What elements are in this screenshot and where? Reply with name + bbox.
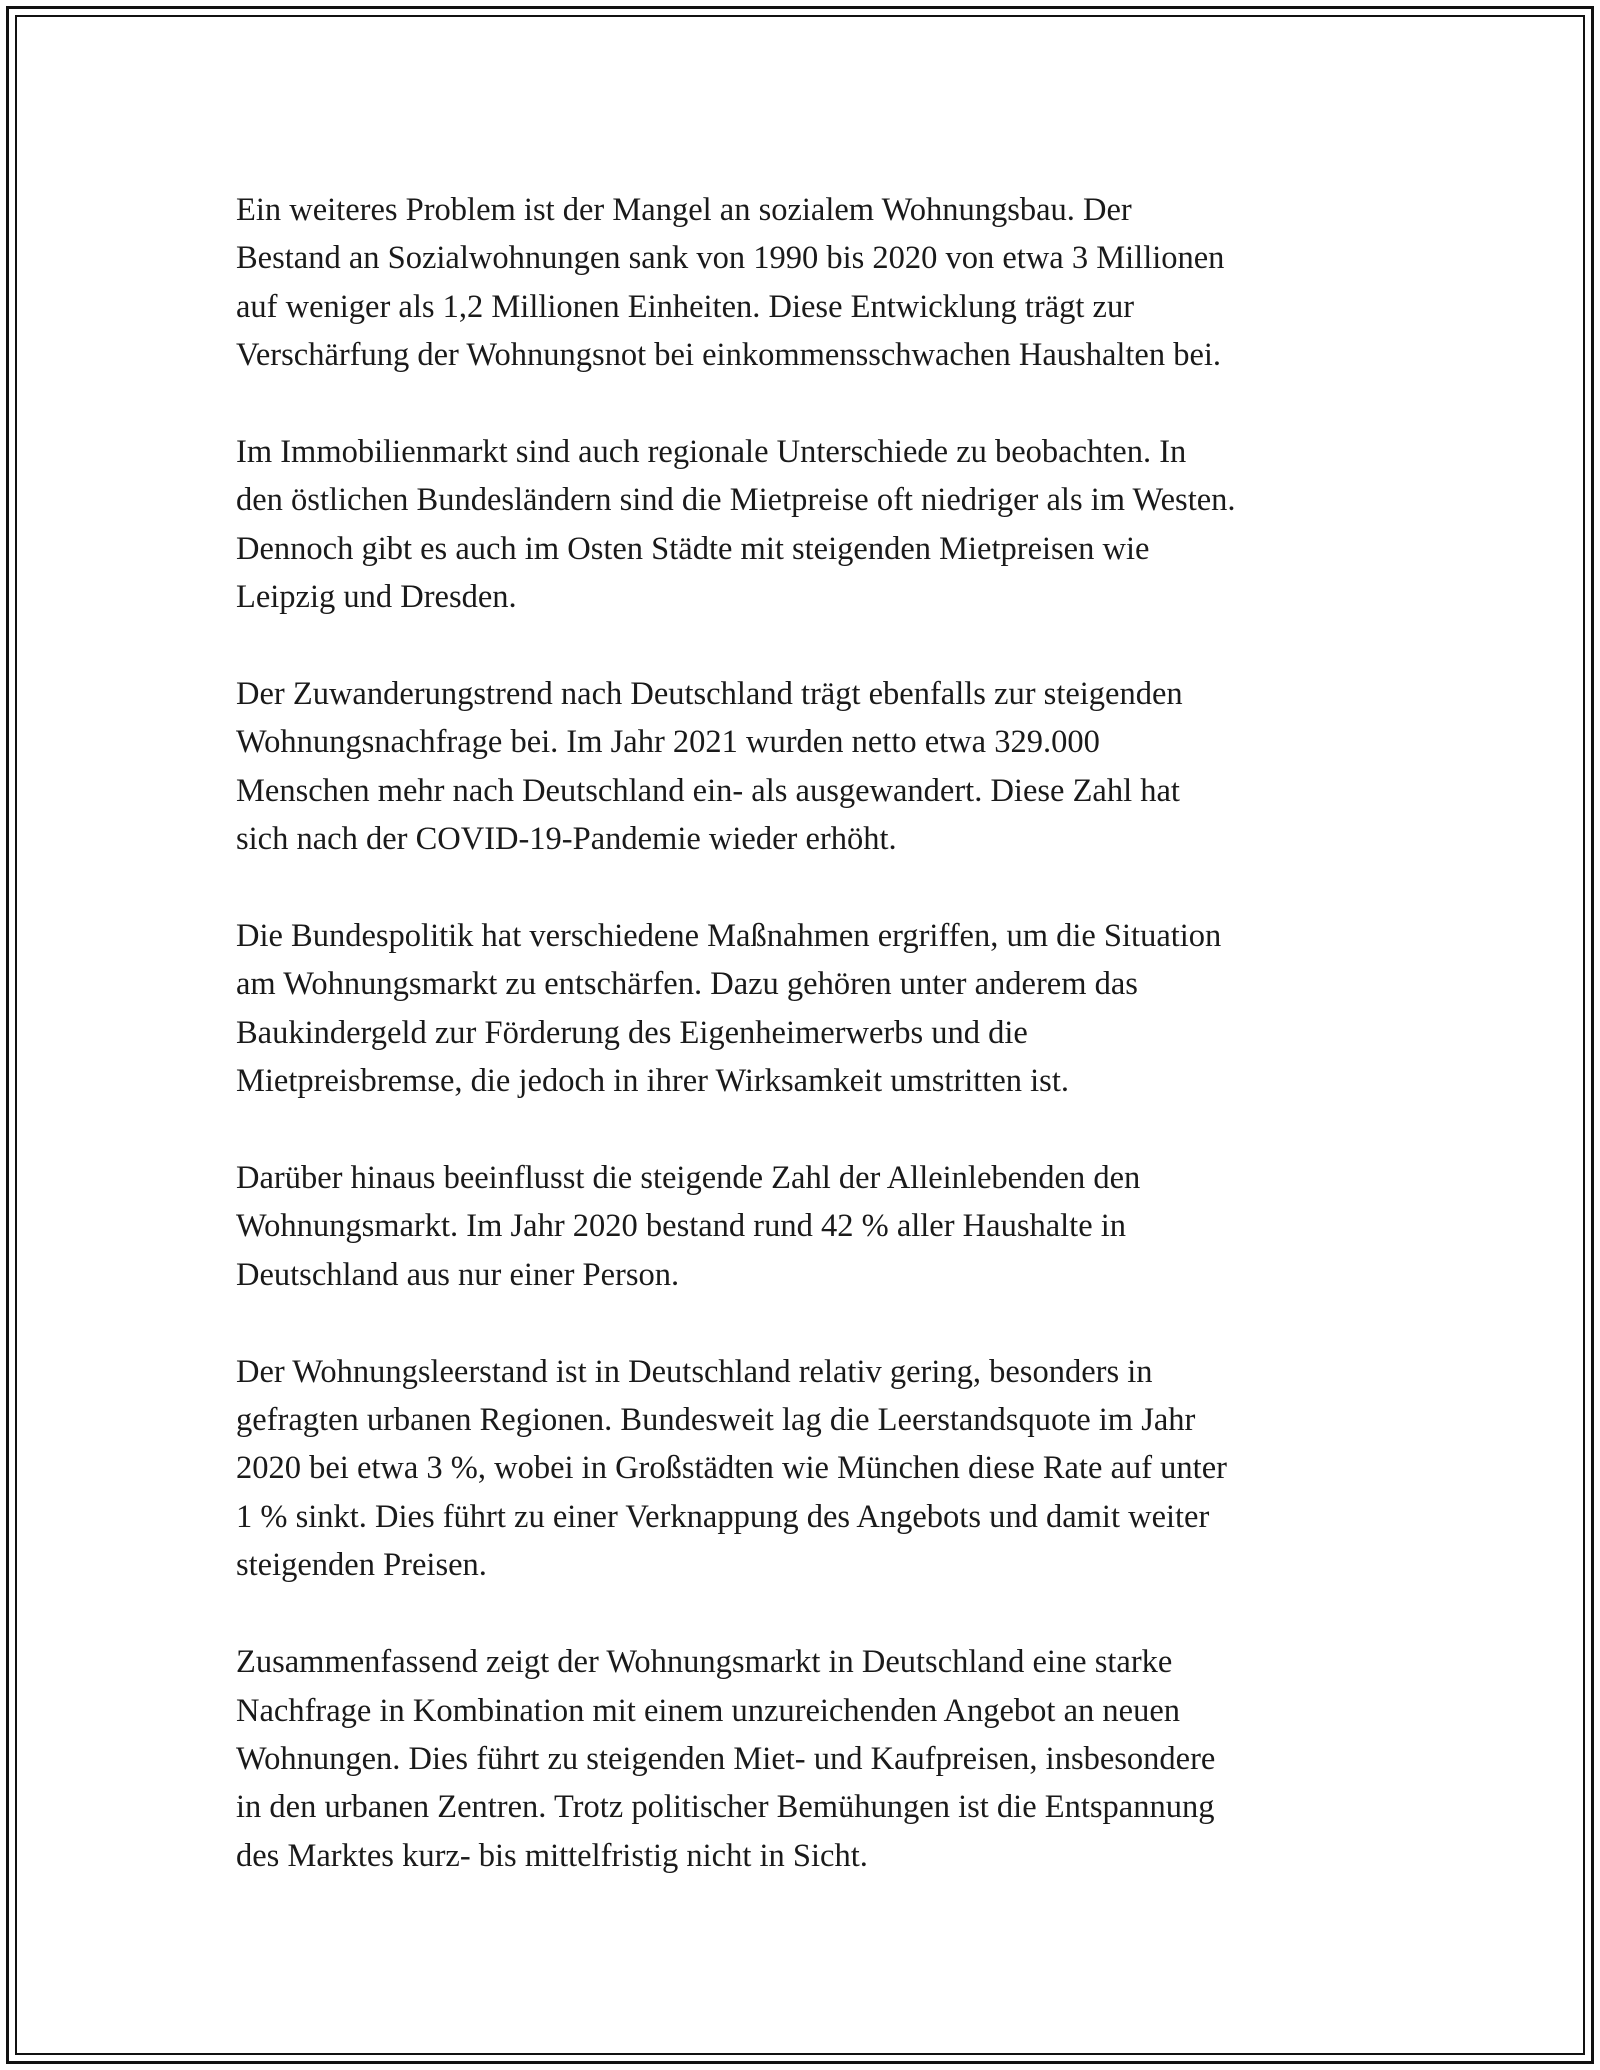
paragraph-immigration: Der Zuwanderungstrend nach Deutschland trägt ebenfalls zur steigenden Wohnungsnachfrage bei. Im Jahr 2021 wurden netto etwa 329.000 Menschen mehr nach Deutschland ein- als ausgewandert. Diese Zahl hat sich nach der COVID-19-Pandemie wieder erhöht. (236, 676, 1183, 858)
paragraph-regional-differences: Im Immobilienmarkt sind auch regionale Unterschiede zu beobachten. In den östlichen Bundesländern sind die Mietpreise oft niedriger als im Westen. Dennoch gibt es auch im Osten Städte mit steigenden Mietpreisen wie Leipzig und Dresden. (236, 434, 1236, 616)
paragraph-summary: Zusammenfassend zeigt der Wohnungsmarkt in Deutschland eine starke Nachfrage in Kombination mit einem unzureichenden Angebot an neuen Wohnungen. Dies führt zu steigenden Miet- und Kaufpreisen, insbesondere in den urbanen Zentren. Trotz politischer Bemühungen ist die Entspannung des Marktes kurz- bis mittelfristig nicht in Sicht. (236, 1644, 1216, 1874)
paragraph-vacancy: Der Wohnungsleerstand ist in Deutschland relativ gering, besonders in gefragten urbanen Regionen. Bundesweit lag die Leerstandsquote im Jahr 2020 bei etwa 3 %, wobei in Großstädten wie München diese Rate auf unter 1 % sinkt. Dies führt zu einer Verknappung des Angebots und damit weiter steigenden Preisen. (236, 1353, 1227, 1584)
paragraph-single-households: Darüber hinaus beeinflusst die steigende Zahl der Alleinlebenden den Wohnungsmarkt. Im Jahr 2020 bestand rund 42 % aller Haushalte in Deutschland aus nur einer Person. (236, 1160, 1141, 1293)
paragraph-social-housing: Ein weiteres Problem ist der Mangel an sozialem Wohnungsbau. Der Bestand an Sozialwohnungen sank von 1990 bis 2020 von etwa 3 Millionen auf weniger als 1,2 Millionen Einheiten. Diese Entwicklung trägt zur Verschärfung der Wohnungsnot bei einkommensschwachen Haushalten bei. (236, 192, 1225, 374)
document-body (236, 186, 1376, 1929)
paragraph-federal-policy: Die Bundespolitik hat verschiedene Maßnahmen ergriffen, um die Situation am Wohnungsmarkt zu entschärfen. Dazu gehören unter anderem das Baukindergeld zur Förderung des Eigenheimerwerbs und die Mietpreisbremse, die jedoch in ihrer Wirksamkeit umstritten ist. (236, 918, 1222, 1100)
